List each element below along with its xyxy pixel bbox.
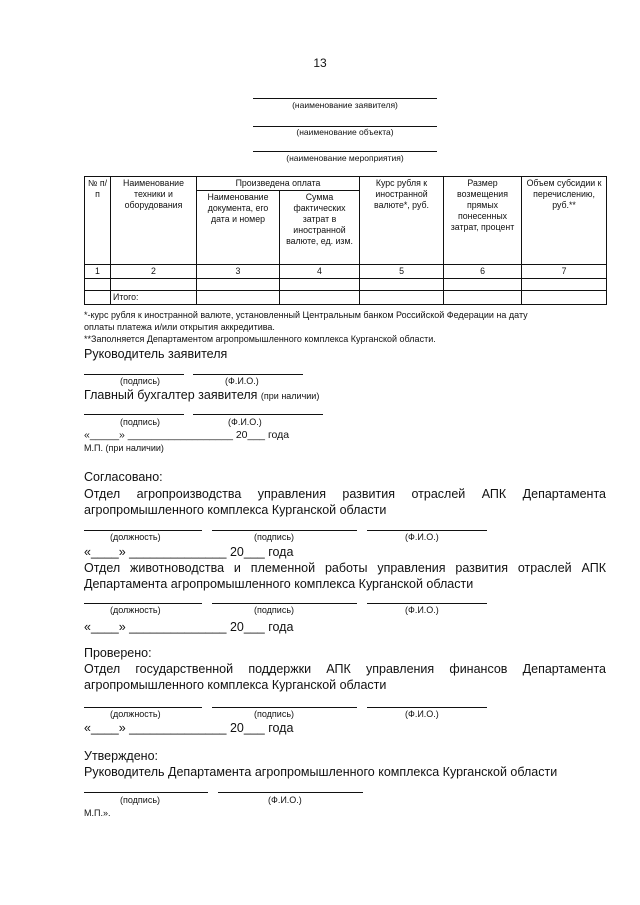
fio-caption: (Ф.И.О.) — [225, 376, 259, 386]
col-num-header: № п/п — [85, 177, 111, 265]
position-line — [84, 603, 202, 604]
approved-title: Утверждено: — [84, 749, 159, 763]
col-name-header: Наименование техники и оборудования — [111, 177, 197, 265]
footnote-1-line-1: *-курс рубля к иностранной валюте, установленный Центральным банком Российской Федерации на дату — [84, 310, 528, 320]
applicant-caption: (наименование заявителя) — [292, 100, 398, 110]
col-number: 3 — [197, 265, 280, 279]
position-caption: (должность) — [110, 532, 161, 542]
fio-line — [193, 374, 303, 375]
agreed-dept-2-line-1: Отдел животноводства и племенной работы управления развития отраслей АПК — [84, 561, 606, 575]
total-row — [85, 291, 607, 305]
fio-caption: (Ф.И.О.) — [228, 417, 262, 427]
fio-line — [367, 707, 487, 708]
col-volume-header: Объем субсидии к перечислению, руб.** — [522, 177, 607, 265]
object-caption: (наименование объекта) — [296, 127, 394, 137]
position-line — [84, 707, 202, 708]
agreed-dept-1-line-2: агропромышленного комплекса Курганской области — [84, 503, 387, 517]
date-line: «____» ______________ 20___ года — [84, 545, 294, 559]
fio-caption: (Ф.И.О.) — [405, 709, 439, 719]
signature-caption: (подпись) — [254, 709, 295, 719]
event-caption: (наименование мероприятия) — [286, 153, 404, 163]
signature-line — [84, 414, 184, 415]
col-number: 1 — [85, 265, 111, 279]
table-row — [85, 279, 607, 291]
stamp-note: М.П. (при наличии) — [84, 443, 164, 453]
fio-caption: (Ф.И.О.) — [268, 795, 302, 805]
signature-caption: (подпись) — [254, 532, 295, 542]
final-stamp: М.П.». — [84, 808, 111, 818]
agreed-dept-2-line-2: Департамента агропромышленного комплекса Курганской области — [84, 577, 474, 591]
signature-line — [84, 374, 184, 375]
col-doc-header: Наименование документа, его дата и номер — [197, 191, 280, 265]
position-line — [84, 530, 202, 531]
agreed-dept-1-line-1: Отдел агропроизводства управления развития отраслей АПК Департамента — [84, 487, 606, 501]
col-rate-header: Курс рубля к иностранной валюте*, руб. — [360, 177, 444, 265]
signature-caption: (подпись) — [254, 605, 295, 615]
page-number: 13 — [313, 56, 327, 70]
chief-accountant-note: (при наличии) — [260, 391, 320, 401]
fio-line — [367, 530, 487, 531]
signature-line — [212, 530, 357, 531]
signature-caption: (подпись) — [120, 795, 161, 805]
signature-line — [84, 792, 208, 793]
date-line: «_____» __________________ 20___ года — [84, 429, 290, 441]
footnote-2: **Заполняется Департаментом агропромышленного комплекса Курганской области. — [84, 334, 436, 344]
position-caption: (должность) — [110, 605, 161, 615]
applicant-line — [253, 98, 437, 99]
approved-head: Руководитель Департамента агропромышленного комплекса Курганской области — [84, 765, 558, 779]
col-number: 7 — [522, 265, 607, 279]
payment-table — [84, 176, 607, 305]
head-of-applicant: Руководитель заявителя — [84, 347, 228, 361]
col-sum-header: Сумма фактических затрат в иностранной валюте, ед. изм. — [280, 191, 360, 265]
col-size-header: Размер возмещения прямых понесенных затрат, процент — [444, 177, 522, 265]
checked-title: Проверено: — [84, 646, 152, 660]
col-number: 5 — [360, 265, 444, 279]
position-caption: (должность) — [110, 709, 161, 719]
signature-line — [212, 603, 357, 604]
fio-caption: (Ф.И.О.) — [405, 532, 439, 542]
col-number: 6 — [444, 265, 522, 279]
col-number: 4 — [280, 265, 360, 279]
date-line: «____» ______________ 20___ года — [84, 721, 294, 735]
total-label: Итого: — [111, 291, 197, 305]
fio-line — [218, 792, 363, 793]
signature-line — [212, 707, 357, 708]
col-number: 2 — [111, 265, 197, 279]
fio-caption: (Ф.И.О.) — [405, 605, 439, 615]
fio-line — [367, 603, 487, 604]
agreed-title: Согласовано: — [84, 470, 163, 484]
signature-caption: (подпись) — [120, 376, 161, 386]
chief-accountant-label: Главный бухгалтер заявителя — [84, 388, 258, 402]
event-line — [253, 151, 437, 152]
checked-dept-line-1: Отдел государственной поддержки АПК управления финансов Департамента — [84, 662, 606, 676]
date-line: «____» ______________ 20___ года — [84, 620, 294, 634]
checked-dept-line-2: агропромышленного комплекса Курганской области — [84, 678, 387, 692]
signature-caption: (подпись) — [120, 417, 161, 427]
footnote-1-line-2: оплаты платежа и/или открытия аккредитива. — [84, 322, 275, 332]
col-paid-group-header: Произведена оплата — [197, 177, 360, 191]
chief-accountant — [84, 388, 319, 402]
fio-line — [193, 414, 323, 415]
